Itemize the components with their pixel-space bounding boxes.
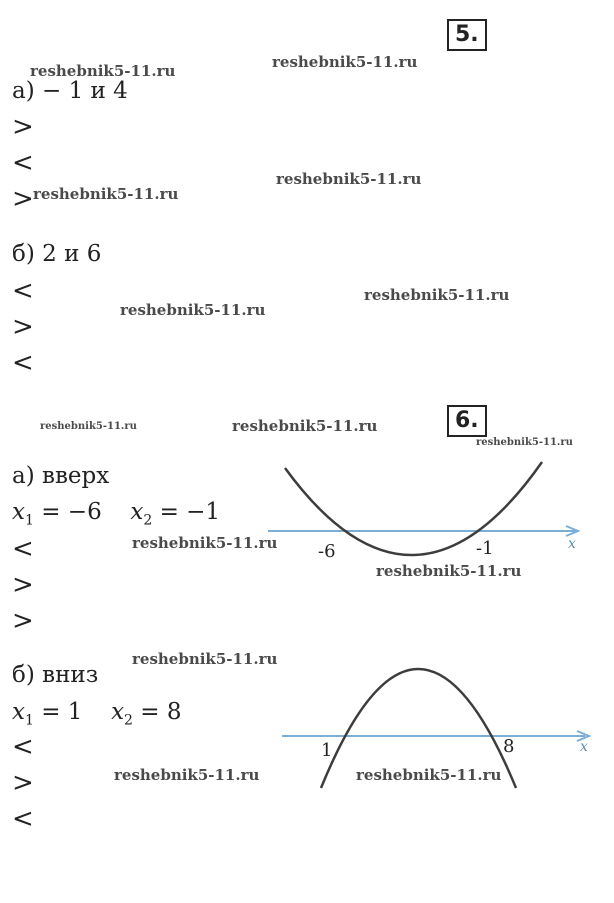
graph1-root-right: -1 <box>476 538 494 559</box>
task6-a-label: а) вверх <box>12 463 110 489</box>
task5-b-sign-1: < <box>12 276 34 306</box>
task6-b-label: б) вниз <box>12 662 99 688</box>
task6-b-sign-1: < <box>12 732 34 762</box>
watermark: reshebnik5-11.ru <box>33 185 179 203</box>
task6-b-x1: = 1 <box>41 699 83 725</box>
watermark: reshebnik5-11.ru <box>364 286 510 304</box>
task6-a-x1: = −6 <box>41 499 102 525</box>
watermark: reshebnik5-11.ru <box>132 650 278 668</box>
graph1-root-left: -6 <box>318 541 336 562</box>
watermark: reshebnik5-11.ru <box>356 766 502 784</box>
watermark: reshebnik5-11.ru <box>476 437 573 448</box>
x2-var: x <box>130 499 144 525</box>
watermark: reshebnik5-11.ru <box>276 170 422 188</box>
task6-a-sign-3: > <box>12 606 34 636</box>
x1-var: x <box>12 499 25 525</box>
task6-a-sign-2: > <box>12 570 34 600</box>
x2-var: x <box>111 699 125 725</box>
watermark: reshebnik5-11.ru <box>114 766 260 784</box>
task5-a-sign-1: > <box>12 112 34 142</box>
task5-b-sign-3: < <box>12 348 34 378</box>
task5-a-label: а) − 1 и 4 <box>12 78 128 104</box>
task5-a-sign-2: < <box>12 148 34 178</box>
task5-b-label: б) 2 и 6 <box>12 241 102 267</box>
task6-a-sign-1: < <box>12 534 34 564</box>
watermark: reshebnik5-11.ru <box>30 62 176 80</box>
task6-b-sign-2: > <box>12 768 34 798</box>
watermark: reshebnik5-11.ru <box>232 417 378 435</box>
watermark: reshebnik5-11.ru <box>40 421 137 432</box>
watermark: reshebnik5-11.ru <box>272 53 418 71</box>
graph1-axis-label: x <box>568 536 576 552</box>
watermark: reshebnik5-11.ru <box>120 301 266 319</box>
task6-number: 6. <box>455 408 479 433</box>
watermark: reshebnik5-11.ru <box>132 534 278 552</box>
task5-number: 5. <box>455 22 479 47</box>
graph2-root-right: 8 <box>503 736 515 757</box>
task5-a-sign-3: > <box>12 184 34 214</box>
graph2-root-left: 1 <box>321 740 333 761</box>
graph2-axis-label: x <box>580 739 588 755</box>
watermark: reshebnik5-11.ru <box>376 562 522 580</box>
task6-a-x2: = −1 <box>159 499 221 525</box>
x1-sub: 1 <box>24 512 34 529</box>
x2-sub: 2 <box>143 512 153 529</box>
task6-b-sign-3: < <box>12 804 34 834</box>
x2-sub: 2 <box>124 712 133 729</box>
task6-b-x2: = 8 <box>140 699 182 725</box>
x1-var: x <box>12 699 25 725</box>
x1-sub: 1 <box>24 712 34 729</box>
task5-b-sign-2: > <box>12 312 34 342</box>
